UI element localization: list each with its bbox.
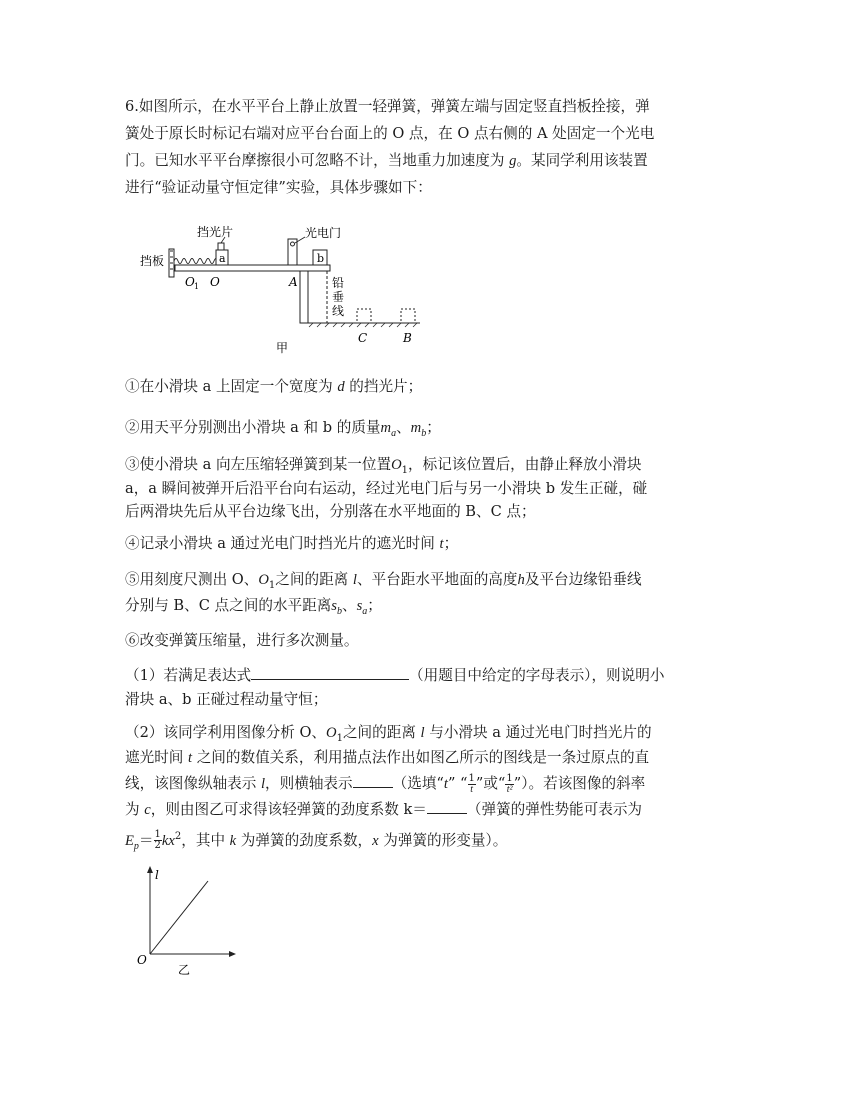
step-4: ④记录小滑块 a 通过光电门时挡光片的遮光时间 t；: [125, 535, 459, 552]
label-A: A: [289, 275, 298, 289]
label-plumb-3: 线: [332, 304, 345, 318]
figure-apparatus: [135, 215, 435, 365]
label-shade: 挡光片: [197, 225, 234, 239]
label-B: B: [403, 331, 412, 345]
platform: [175, 265, 330, 271]
question-2-line-1: （2）该同学利用图像分析 O、$O_1$之间的距离 l 与小滑块 a 通过光电门时挡光片的: [125, 724, 652, 744]
intro-line-1: 6.如图所示，在水平平台上静止放置一轻弹簧，弹簧左端与固定竖直挡板拴接，弹: [125, 98, 650, 115]
label-O1: O: [185, 275, 195, 289]
label-b: b: [317, 252, 325, 265]
step-3-line-3: 后两滑块先后从平台边缘飞出，分别落在水平地面的 B、C 点；: [125, 503, 536, 520]
question-2-line-2: 遮光时间 t 之间的数值关系，利用描点法作出如图乙所示的图线是一条过原点的直: [125, 749, 650, 766]
graph-y-label: l: [155, 868, 159, 882]
question-1-line-1: （1）若满足表达式 （用题目中给定的字母表示），则说明小: [125, 667, 665, 684]
label-O: O: [210, 275, 220, 289]
intro-line-4: 进行“验证动量守恒定律”实验，具体步骤如下：: [125, 179, 432, 196]
step-3-line-2: a，a 瞬间被弹开后沿平台向右运动，经过光电门后与另一小滑块 b 发生正碰，碰: [125, 480, 648, 497]
shade-plate: [218, 243, 224, 250]
caption-jia: 甲: [276, 341, 289, 355]
label-O1-sub: 1: [194, 282, 200, 291]
label-C: C: [358, 331, 368, 345]
step-6: ⑥改变弹簧压缩量，进行多次测量。: [125, 632, 359, 649]
label-baffle: 挡板: [140, 254, 165, 268]
landing-b: [401, 309, 415, 323]
label-gate: 光电门: [305, 226, 342, 240]
step-2: ②用天平分别测出小滑块 a 和 b 的质量$m_a$、$m_b$；: [125, 419, 441, 439]
question-2-line-3: 线，该图像纵轴表示 l，则横轴表示 （选填“t” “ $\frac{1}{t}$ ”或“ $\frac{1}{\text{t²}}$ ”）。若该图像的斜率: [125, 772, 646, 795]
fraction-1-over-t: $\frac{1}{t}$: [468, 772, 475, 795]
question-2-line-4: 为 c，则由图乙可求得该轻弹簧的劲度系数 k＝ （弹簧的弹性势能可表示为: [125, 801, 643, 818]
data-line: [150, 881, 208, 954]
caption-yi: 乙: [178, 963, 191, 977]
fraction-1-over-t2: $\frac{1}{\text{t²}}$: [506, 772, 513, 795]
fraction-one-half: $\frac{1}{2}$: [154, 829, 161, 852]
label-plumb-1: 铅: [332, 276, 345, 290]
label-a: a: [219, 252, 226, 265]
answer-blank-3[interactable]: [427, 799, 467, 814]
step-5-line-1: ⑤用刻度尺测出 O、$O_1$之间的距离 l、平台距水平地面的高度h及平台边缘铅垂线: [125, 571, 642, 591]
landing-c: [357, 309, 371, 323]
step-5-line-2: 分别与 B、C 点之间的水平距离$s_b$、$s_a$；: [125, 597, 382, 617]
answer-blank-1[interactable]: [251, 665, 409, 680]
answer-blank-2[interactable]: [353, 773, 393, 788]
intro-line-2: 簧处于原长时标记右端对应平台台面上的 O 点，在 O 点右侧的 A 处固定一个光电: [125, 125, 655, 142]
figure-graph: [132, 862, 242, 982]
graph-origin: O: [137, 953, 147, 967]
support: [300, 271, 308, 323]
step-1: ①在小滑块 a 上固定一个宽度为 d 的挡光片；: [125, 378, 423, 395]
label-plumb-2: 垂: [332, 290, 345, 304]
intro-line-3: 门。已知水平平台摩擦很小可忽略不计，当地重力加速度为 g。某同学利用该装置: [125, 152, 648, 169]
question-1-line-2: 滑块 a、b 正碰过程动量守恒；: [125, 691, 328, 708]
spring: [174, 259, 218, 264]
step-3-line-1: ③使小滑块 a 向左压缩轻弹簧到某一位置$O_1$，标记该位置后，由静止释放小滑块: [125, 456, 642, 476]
question-2-line-5: $E_p=$ $\frac{1}{2}$ $kx^2$，其中 k 为弹簧的劲度系数，x 为弹簧的形变量）。: [125, 829, 508, 852]
